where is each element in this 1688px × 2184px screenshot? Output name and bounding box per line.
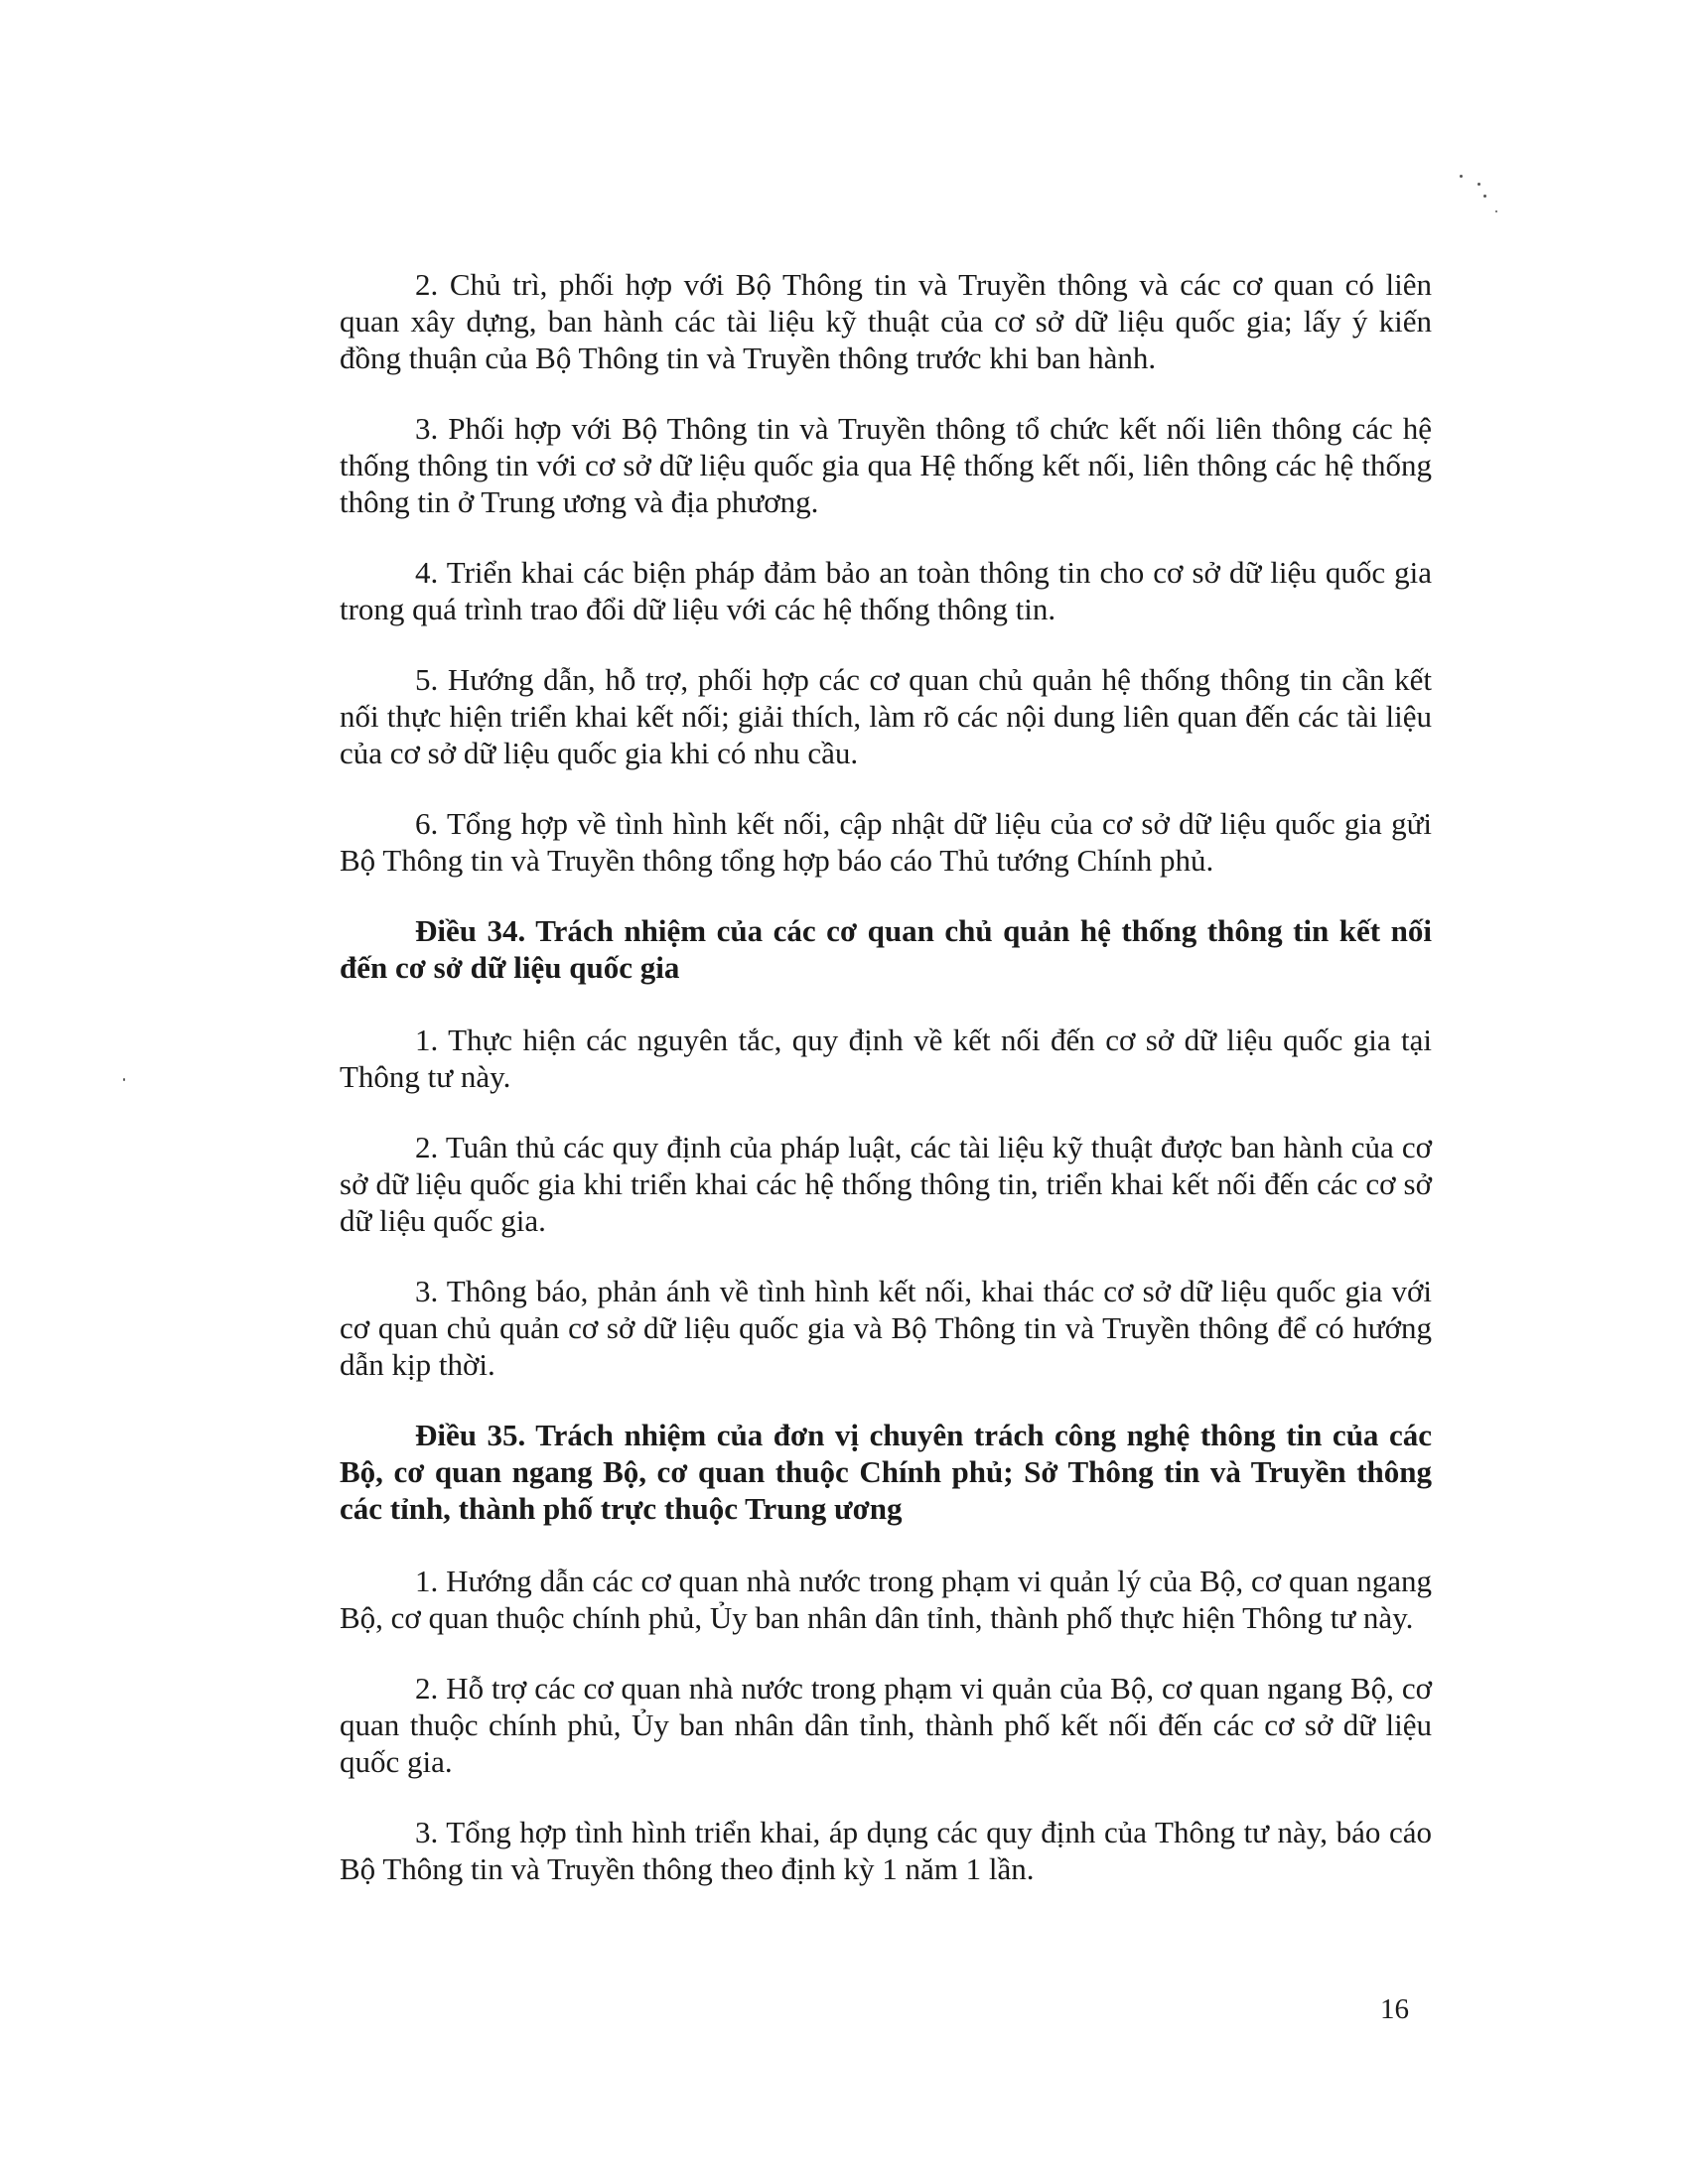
scan-speck <box>1495 210 1497 212</box>
clause-art33-3: 3. Phối hợp với Bộ Thông tin và Truyền thông tổ chức kết nối liên thông các hệ thống thông tin với cơ sở dữ liệu quốc gia qua Hệ thống kết nối, liên thông các hệ thống thông tin ở Trung ương và địa phương. <box>340 411 1432 519</box>
scan-speck <box>1483 195 1486 198</box>
clause-art34-2: 2. Tuân thủ các quy định của pháp luật, các tài liệu kỹ thuật được ban hành của cơ sở dữ liệu quốc gia khi triển khai các hệ thống thông tin, triển khai kết nối đến các cơ sở dữ liệu quốc gia. <box>340 1130 1432 1238</box>
clause-art33-2: 2. Chủ trì, phối hợp với Bộ Thông tin và Truyền thông và các cơ quan có liên quan xây dựng, ban hành các tài liệu kỹ thuật của cơ sở dữ liệu quốc gia; lấy ý kiến đồng thuận của Bộ Thông tin và Truyền thông trước khi ban hành. <box>340 267 1432 375</box>
clause-art35-2: 2. Hỗ trợ các cơ quan nhà nước trong phạm vi quản của Bộ, cơ quan ngang Bộ, cơ quan thuộc chính phủ, Ủy ban nhân dân tỉnh, thành phố kết nối đến các cơ sở dữ liệu quốc gia. <box>340 1671 1432 1779</box>
clause-art35-3: 3. Tổng hợp tình hình triển khai, áp dụng các quy định của Thông tư này, báo cáo Bộ Thông tin và Truyền thông theo định kỳ 1 năm 1 lần. <box>340 1815 1432 1886</box>
clause-art34-3: 3. Thông báo, phản ánh về tình hình kết nối, khai thác cơ sở dữ liệu quốc gia với cơ quan chủ quản cơ sở dữ liệu quốc gia và Bộ Thông tin và Truyền thông để có hướng dẫn kịp thời. <box>340 1274 1432 1382</box>
article-35-heading: Điều 35. Trách nhiệm của đơn vị chuyên trách công nghệ thông tin của các Bộ, cơ quan ngang Bộ, cơ quan thuộc Chính phủ; Sở Thông tin và Truyền thông các tỉnh, thành phố trực thuộc Trung ương <box>340 1418 1432 1526</box>
article-34-heading: Điều 34. Trách nhiệm của các cơ quan chủ quản hệ thống thông tin kết nối đến cơ sở dữ liệu quốc gia <box>340 913 1432 985</box>
scan-speck <box>123 1078 125 1081</box>
page-number: 16 <box>1380 1993 1409 2025</box>
scan-speck <box>1460 175 1463 178</box>
clause-art35-1: 1. Hướng dẫn các cơ quan nhà nước trong phạm vi quản lý của Bộ, cơ quan ngang Bộ, cơ quan thuộc chính phủ, Ủy ban nhân dân tỉnh, thành phố thực hiện Thông tư này. <box>340 1564 1432 1635</box>
clause-art33-5: 5. Hướng dẫn, hỗ trợ, phối hợp các cơ quan chủ quản hệ thống thông tin cần kết nối thực hiện triển khai kết nối; giải thích, làm rõ các nội dung liên quan đến các tài liệu của cơ sở dữ liệu quốc gia khi có nhu cầu. <box>340 662 1432 770</box>
clause-art34-1: 1. Thực hiện các nguyên tắc, quy định về kết nối đến cơ sở dữ liệu quốc gia tại Thông tư này. <box>340 1023 1432 1094</box>
document-body <box>340 266 1432 1921</box>
clause-art33-6: 6. Tổng hợp về tình hình kết nối, cập nhật dữ liệu của cơ sở dữ liệu quốc gia gửi Bộ Thông tin và Truyền thông tổng hợp báo cáo Thủ tướng Chính phủ. <box>340 806 1432 878</box>
scan-speck <box>1477 183 1480 186</box>
clause-art33-4: 4. Triển khai các biện pháp đảm bảo an toàn thông tin cho cơ sở dữ liệu quốc gia trong quá trình trao đổi dữ liệu với các hệ thống thông tin. <box>340 555 1432 626</box>
